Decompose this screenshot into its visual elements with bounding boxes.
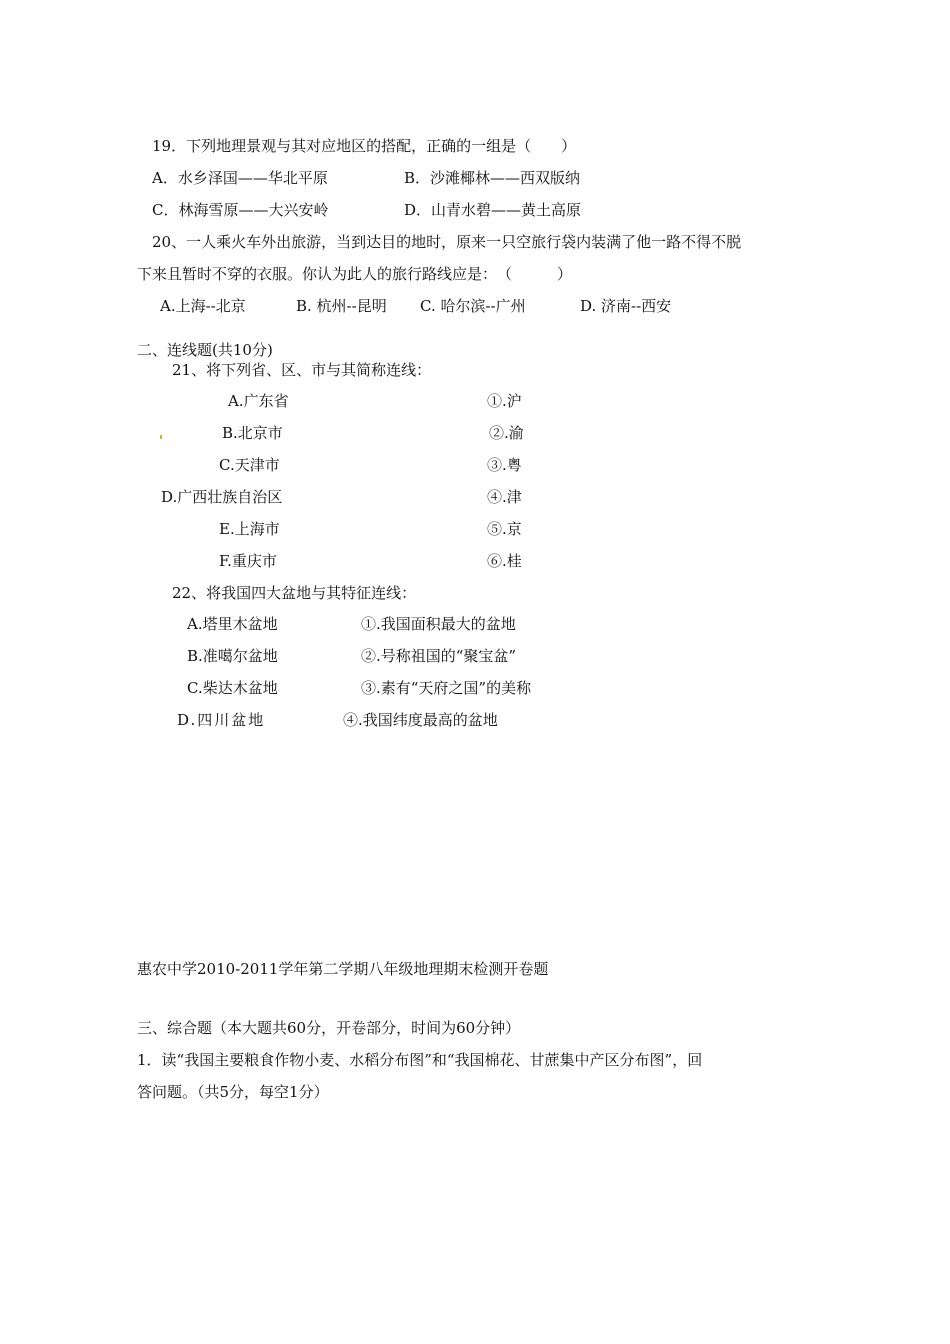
q22-right-item: ②.号称祖国的“聚宝盆”	[361, 647, 517, 665]
q20-option-d: D. 济南--西安	[580, 297, 672, 315]
q22-stem: 22、将我国四大盆地与其特征连线：	[172, 584, 417, 602]
exam-title: 惠农中学2010-2011学年第二学期八年级地理期末检测开卷题	[137, 960, 549, 978]
q21-left-item: B.北京市	[222, 424, 283, 442]
q20-option-c: C. 哈尔滨--广州	[420, 297, 526, 315]
q19-option-c: C．林海雪原——大兴安岭	[152, 201, 329, 219]
q22-left-item: D.四川盆地	[177, 711, 266, 729]
q21-left-item: E.上海市	[219, 520, 280, 538]
q21-right-item: ⑤.京	[487, 520, 522, 538]
q22-left-item: C.柴达木盆地	[187, 679, 278, 697]
section2-heading: 二、连线题(共10分)	[137, 341, 273, 359]
q19-option-d: D．山青水碧——黄土高原	[404, 201, 582, 219]
section3-heading: 三、综合题（本大题共60分，开卷部分，时间为60分钟）	[137, 1019, 521, 1037]
q19-stem: 19．下列地理景观与其对应地区的搭配，正确的一组是（ ）	[152, 137, 577, 155]
q21-left-item: A.广东省	[228, 392, 289, 410]
q19-option-a: A．水乡泽国——华北平原	[152, 169, 328, 187]
q19-option-b: B．沙滩椰林——西双版纳	[404, 169, 581, 187]
section3-q1-line1: 1．读“我国主要粮食作物小麦、水稻分布图”和“我国棉花、甘蔗集中产区分布图”，回	[137, 1051, 703, 1069]
speck-mark	[160, 435, 162, 439]
q20-stem-line1: 20、一人乘火车外出旅游，当到达目的地时，原来一只空旅行袋内装满了他一路不得不脱	[152, 233, 742, 251]
q20-option-b: B. 杭州--昆明	[296, 297, 387, 315]
q20-option-a: A.上海--北京	[160, 297, 246, 315]
q21-right-item: ④.津	[487, 488, 522, 506]
q21-left-item: D.广西壮族自治区	[161, 488, 283, 506]
q21-right-item: ③.粤	[487, 456, 522, 474]
q22-right-item: ④.我国纬度最高的盆地	[343, 711, 498, 729]
q22-left-item: A.塔里木盆地	[187, 615, 278, 633]
q21-right-item: ②.渝	[489, 424, 524, 442]
q21-right-item: ⑥.桂	[487, 552, 522, 570]
q21-stem: 21、将下列省、区、市与其简称连线：	[172, 361, 432, 379]
q22-left-item: B.准噶尔盆地	[187, 647, 278, 665]
q21-right-item: ①.沪	[487, 392, 522, 410]
q22-right-item: ①.我国面积最大的盆地	[361, 615, 516, 633]
q20-stem-line2: 下来且暂时不穿的衣服。你认为此人的旅行路线应是： （ ）	[137, 265, 573, 283]
q21-left-item: F.重庆市	[219, 552, 277, 570]
q21-left-item: C.天津市	[219, 456, 280, 474]
section3-q1-line2: 答问题。（共5分，每空1分）	[137, 1083, 329, 1101]
q22-right-item: ③.素有“天府之国”的美称	[361, 679, 532, 697]
